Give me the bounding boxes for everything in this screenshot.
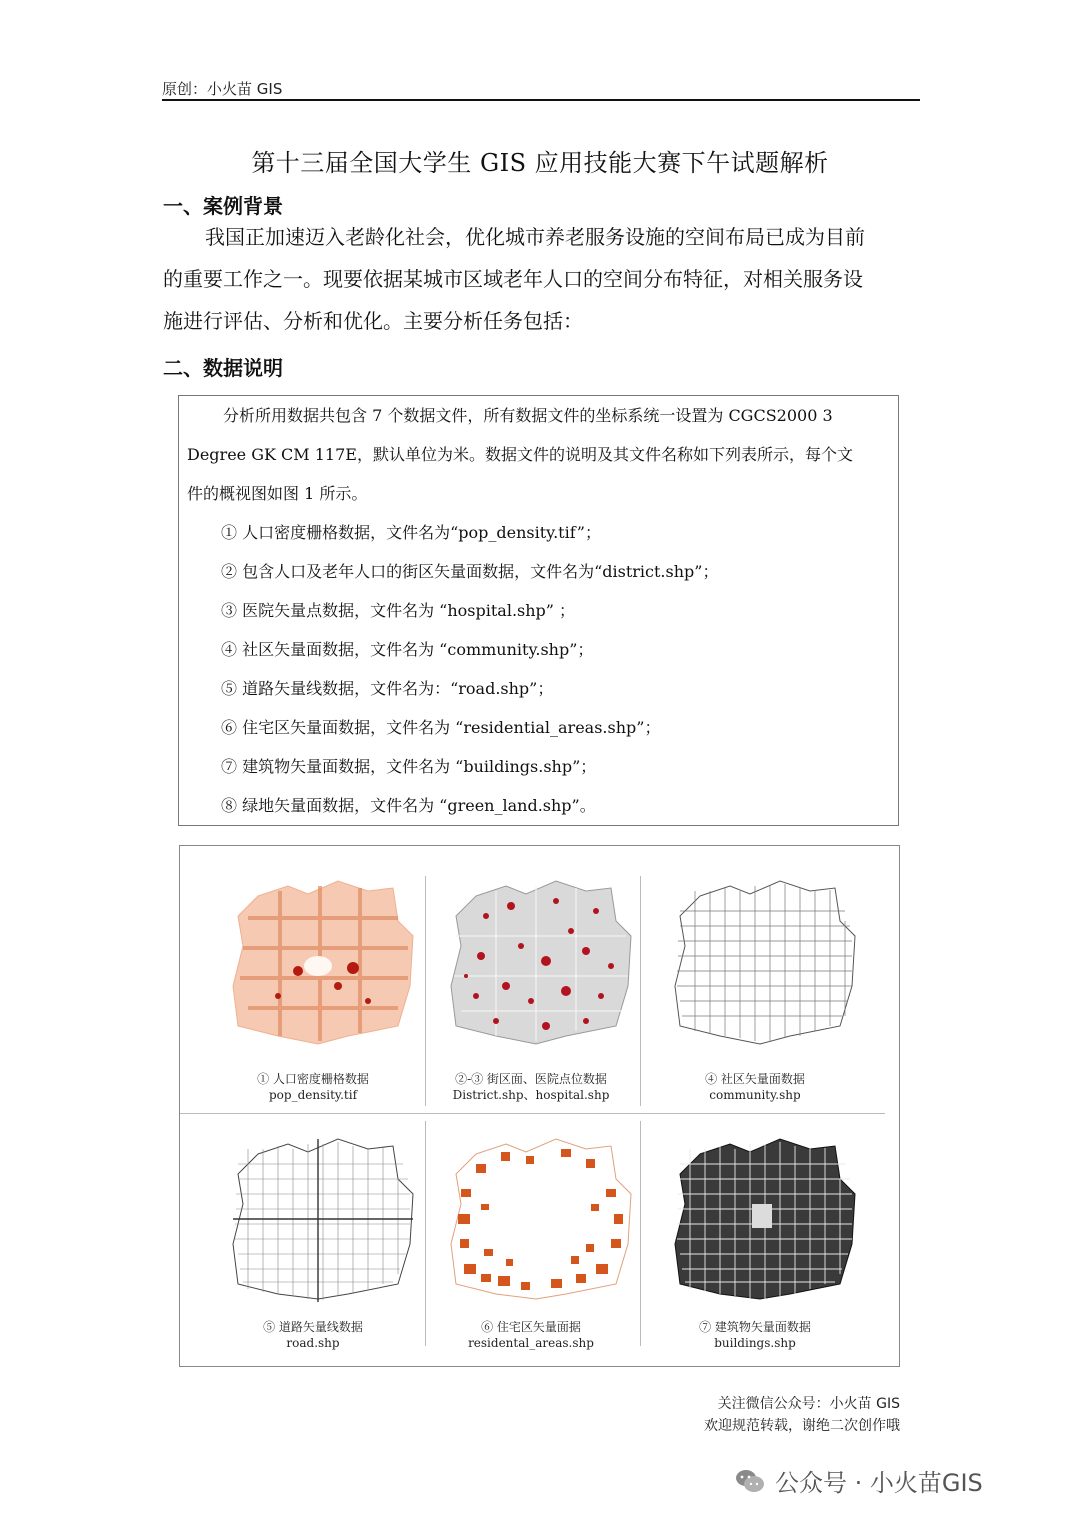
figure-caption: ⑥ 住宅区矢量面据	[481, 1320, 581, 1334]
figure-caption: ②-③ 街区面、医院点位数据	[455, 1072, 607, 1086]
community-map	[660, 876, 860, 1051]
list-item: ① 人口密度栅格数据，文件名为“pop_density.tif”；	[221, 523, 601, 542]
section1-line: 的重要工作之一。现要依据某城市区域老年人口的空间分布特征，对相关服务设	[163, 267, 863, 291]
list-item: ③ 医院矢量点数据，文件名为 “hospital.shp” ；	[221, 601, 576, 620]
panel-community	[642, 856, 868, 1106]
panel-residential	[418, 1114, 644, 1364]
figure-caption: ④ 社区矢量面数据	[705, 1072, 805, 1086]
list-item: ④ 社区矢量面数据，文件名为 “community.shp”；	[221, 640, 594, 659]
panel-pop-density	[200, 856, 426, 1106]
figure-caption: ⑦ 建筑物矢量面数据	[699, 1320, 811, 1334]
figure-caption: ① 人口密度栅格数据	[257, 1072, 369, 1086]
list-item: ② 包含人口及老年人口的街区矢量面数据，文件名为“district.shp”；	[221, 562, 719, 581]
data-file-list	[221, 513, 718, 825]
footer-line: 欢迎规范转载，谢绝二次创作哦	[704, 1418, 900, 1434]
header-rule	[162, 99, 920, 101]
figure-caption-file: road.shp	[286, 1336, 340, 1350]
figure-caption-file: buildings.shp	[714, 1336, 796, 1350]
panel-district-hospital	[418, 856, 644, 1106]
panel-buildings	[642, 1114, 868, 1364]
wechat-icon	[735, 1468, 765, 1494]
data-description-box	[178, 395, 899, 826]
figure-1	[179, 845, 900, 1367]
watermark	[735, 1463, 983, 1498]
section1-line: 施进行评估、分析和优化。主要分析任务包括：	[163, 309, 583, 333]
intro-line: 件的概视图如图 1 所示。	[187, 484, 368, 503]
header-source: 原创：小火苗 GIS	[162, 80, 283, 98]
figure-caption: ⑤ 道路矢量线数据	[263, 1320, 363, 1334]
section1-paragraph	[163, 216, 920, 342]
figure-caption-file: District.shp、hospital.shp	[452, 1088, 610, 1102]
watermark-text: 公众号 · 小火苗GIS	[775, 1469, 983, 1497]
section1-heading: 一、案例背景	[163, 194, 283, 218]
figure-caption-file: residental_areas.shp	[468, 1336, 594, 1350]
residential-map	[436, 1134, 636, 1304]
list-item: ⑥ 住宅区矢量面数据，文件名为 “residential_areas.shp”；	[221, 718, 661, 737]
section2-heading: 二、数据说明	[163, 356, 283, 380]
pop-density-map	[218, 876, 418, 1051]
road-map	[218, 1134, 418, 1304]
figure-caption-file: pop_density.tif	[268, 1088, 358, 1102]
section1-line: 我国正加速迈入老龄化社会，优化城市养老服务设施的空间布局已成为目前	[205, 225, 865, 249]
footer-line: 关注微信公众号：小火苗 GIS	[717, 1396, 900, 1412]
figure-caption-file: community.shp	[709, 1088, 801, 1102]
list-item: ⑦ 建筑物矢量面数据，文件名为 “buildings.shp”；	[221, 757, 597, 776]
intro-line: Degree GK CM 117E，默认单位为米。数据文件的说明及其文件名称如下列表所示，每个文	[187, 445, 853, 464]
footer	[704, 1393, 900, 1437]
page-title: 第十三届全国大学生 GIS 应用技能大赛下午试题解析	[251, 149, 829, 177]
buildings-map	[660, 1134, 860, 1304]
list-item: ⑤ 道路矢量线数据，文件名为：“road.shp”；	[221, 679, 554, 698]
panel-road	[200, 1114, 426, 1364]
district-hospital-map	[436, 876, 636, 1051]
intro-line: 分析所用数据共包含 7 个数据文件，所有数据文件的坐标系统一设置为 CGCS2000 3	[223, 406, 833, 425]
list-item: ⑧ 绿地矢量面数据，文件名为 “green_land.shp”。	[221, 796, 596, 815]
data-intro	[187, 396, 888, 513]
